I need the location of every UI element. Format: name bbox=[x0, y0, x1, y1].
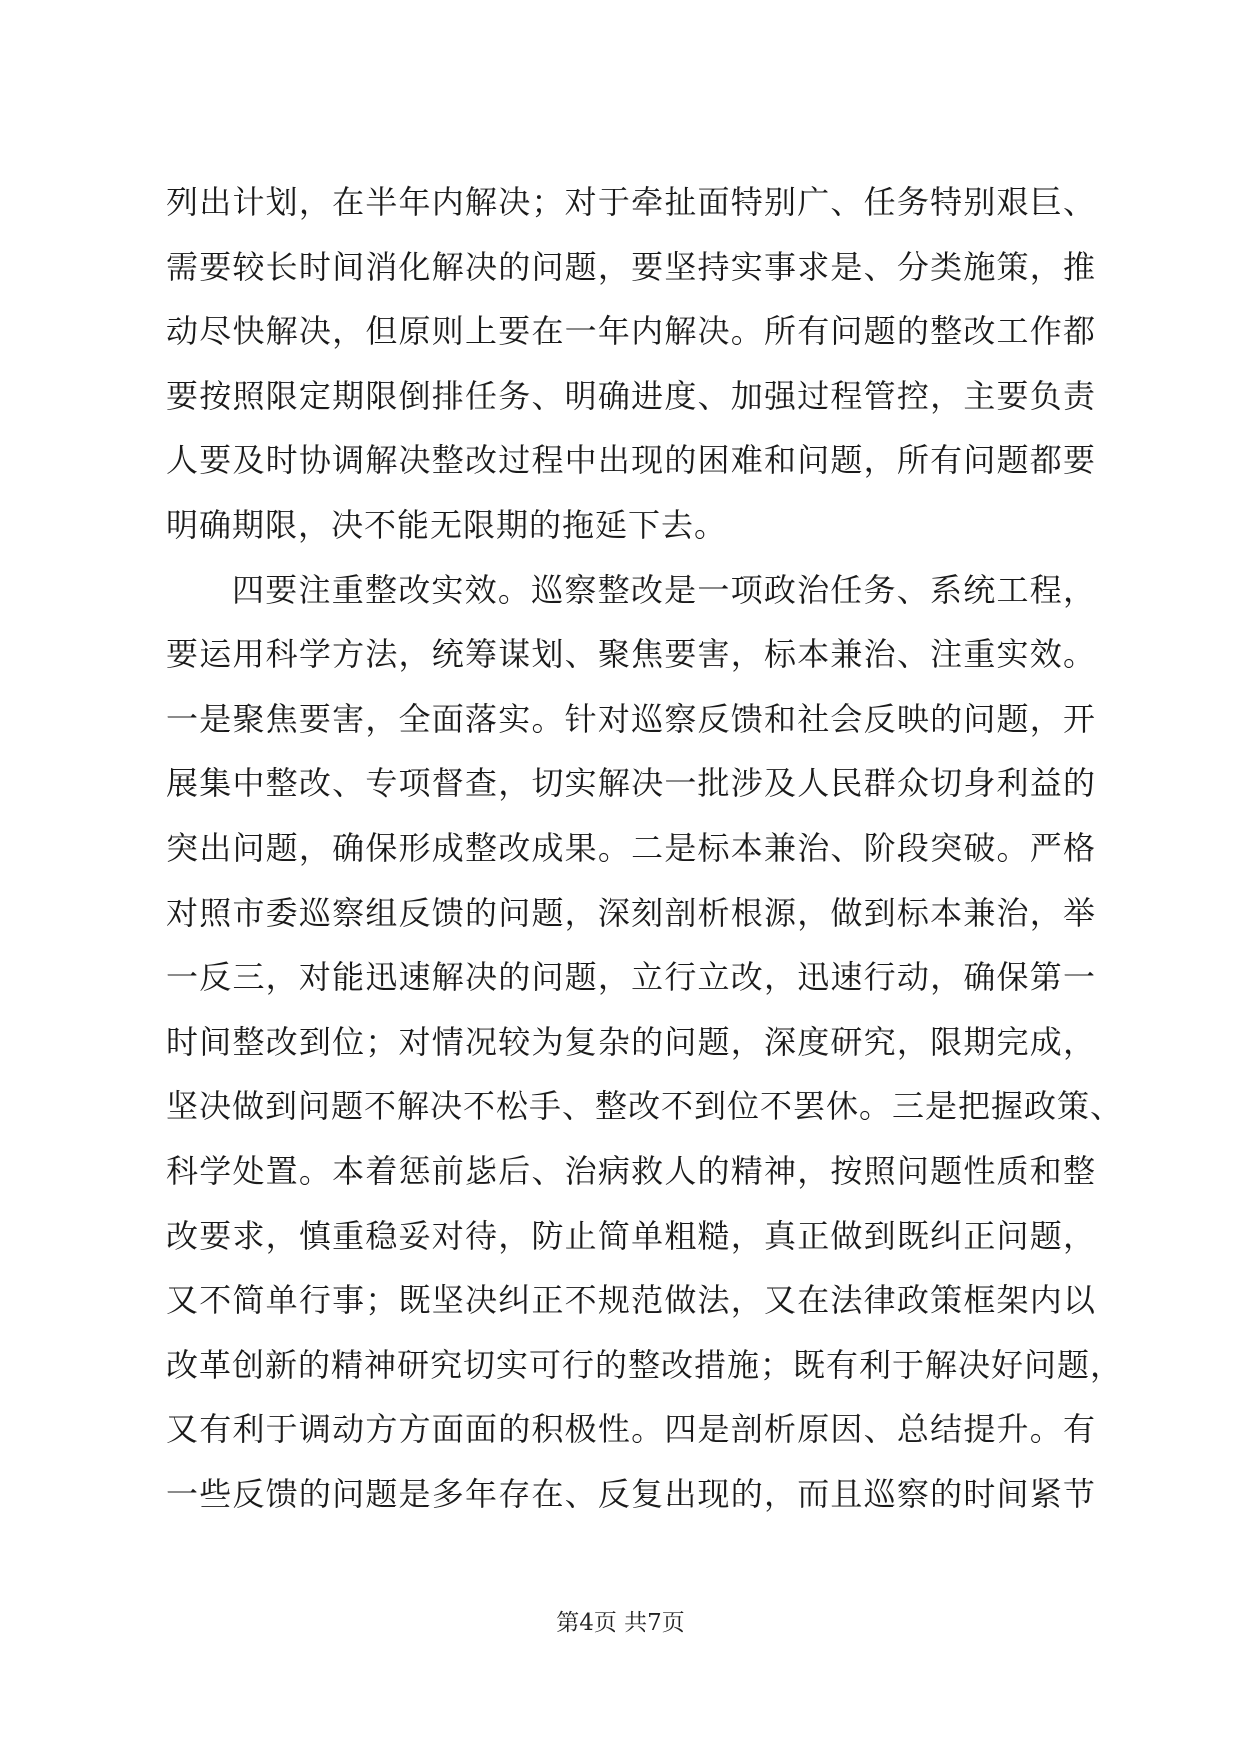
text-line: 展集中整改、专项督查，切实解决一批涉及人民群众切身利益的 bbox=[166, 764, 1096, 803]
text-line: 明确期限，决不能无限期的拖延下去。 bbox=[166, 505, 728, 544]
text-line: 又有利于调动方方面面的积极性。四是剖析原因、总结提升。有 bbox=[166, 1410, 1096, 1449]
body-text bbox=[166, 170, 1124, 1526]
page-footer: 第4页 共7页 bbox=[556, 1610, 685, 1636]
text-line: 对照市委巡察组反馈的问题，深刻剖析根源，做到标本兼治，举 bbox=[166, 893, 1096, 932]
text-line: 人要及时协调解决整改过程中出现的困难和问题，所有问题都要 bbox=[166, 441, 1096, 480]
text-line: 改革创新的精神研究切实可行的整改措施；既有利于解决好问题， bbox=[166, 1345, 1124, 1384]
text-line: 一些反馈的问题是多年存在、反复出现的，而且巡察的时间紧节 bbox=[166, 1474, 1096, 1513]
text-line: 又不简单行事；既坚决纠正不规范做法，又在法律政策框架内以 bbox=[166, 1281, 1096, 1320]
text-line: 动尽快解决，但原则上要在一年内解决。所有问题的整改工作都 bbox=[166, 312, 1096, 351]
text-line: 列出计划，在半年内解决；对于牵扯面特别广、任务特别艰巨、 bbox=[166, 183, 1096, 221]
text-line: 一是聚焦要害，全面落实。针对巡察反馈和社会反映的问题，开 bbox=[166, 699, 1096, 738]
text-line: 改要求，慎重稳妥对待，防止简单粗糙，真正做到既纠正问题， bbox=[166, 1216, 1096, 1255]
text-line: 时间整改到位；对情况较为复杂的问题，深度研究，限期完成， bbox=[166, 1022, 1096, 1061]
paragraph-heading-line: 四要注重整改实效。巡察整改是一项政治任务、系统工程， bbox=[232, 570, 1096, 609]
text-line: 需要较长时间消化解决的问题，要坚持实事求是、分类施策，推 bbox=[166, 247, 1096, 286]
text-line: 坚决做到问题不解决不松手、整改不到位不罢休。三是把握政策、 bbox=[166, 1087, 1124, 1126]
text-line: 突出问题，确保形成整改成果。二是标本兼治、阶段突破。严格 bbox=[166, 828, 1096, 867]
text-line: 要运用科学方法，统筹谋划、聚焦要害，标本兼治、注重实效。 bbox=[166, 635, 1096, 674]
text-line: 一反三，对能迅速解决的问题，立行立改，迅速行动，确保第一 bbox=[166, 958, 1096, 997]
text-line: 科学处置。本着惩前毖后、治病救人的精神，按照问题性质和整 bbox=[166, 1151, 1096, 1190]
text-line: 要按照限定期限倒排任务、明确进度、加强过程管控，主要负责 bbox=[166, 376, 1096, 415]
